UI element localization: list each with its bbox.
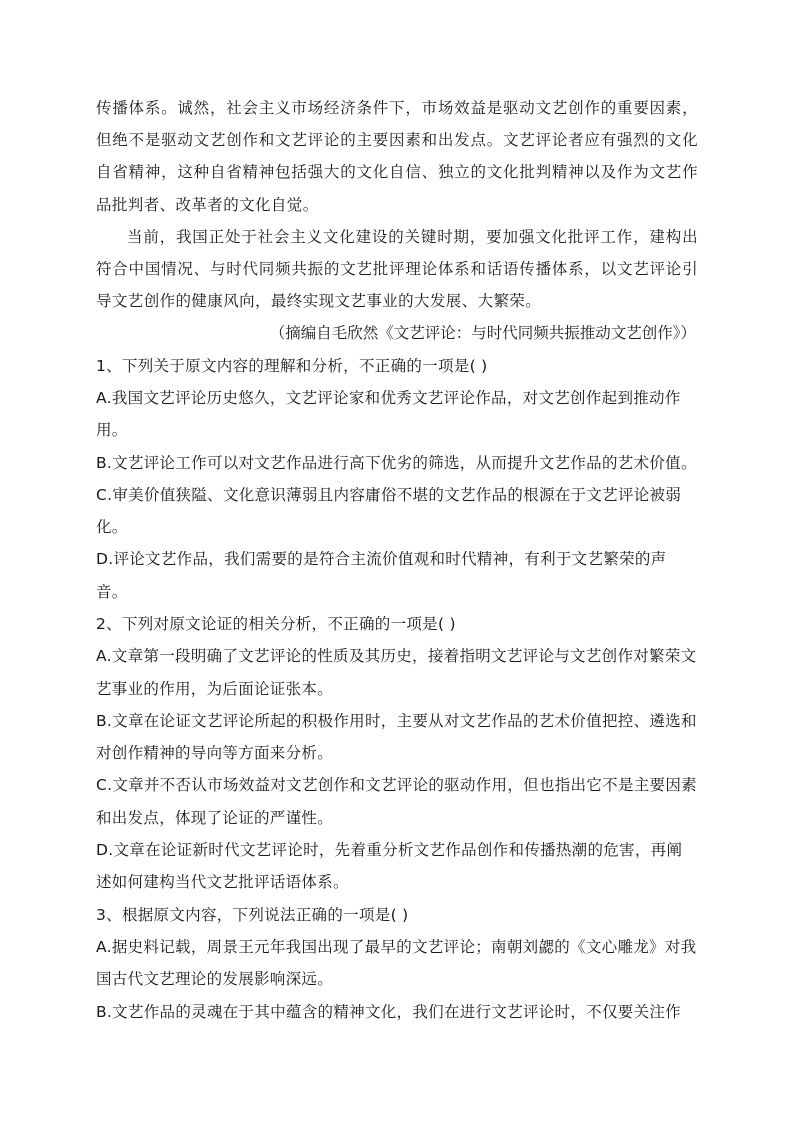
document-page xyxy=(96,92,698,1028)
question-3 xyxy=(96,899,698,1028)
option-d: D.评论文艺作品，我们需要的是符合主流价值观和时代精神，有利于文艺繁荣的声音。 xyxy=(96,550,667,601)
option-c: C.审美价值狭隘、文化意识薄弱且内容庸俗不堪的文艺作品的根源在于文艺评论被弱化。 xyxy=(96,485,682,537)
question-stem: 1、下列关于原文内容的理解和分析，不正确的一项是( ) xyxy=(96,356,488,375)
option-a: A.据史料记载，周景王元年我国出现了最早的文艺评论；南朝刘勰的《文心雕龙》对我国古代文艺理论的发展影响深远。 xyxy=(96,937,697,989)
option-a: A.文章第一段明确了文艺评论的性质及其历史，接着指明文艺评论与文艺创作对繁荣文艺事业的作用，为后面论证张本。 xyxy=(96,647,697,698)
option-d: D.文章在论证新时代文艺评论时，先着重分析文艺作品创作和传播热潮的危害，再阐述如何建构当代文艺批评话语体系。 xyxy=(96,841,683,892)
option-a: A.我国文艺评论历史悠久，文艺评论家和优秀文艺评论作品，对文艺创作起到推动作用。 xyxy=(96,388,681,440)
question-stem: 2、下列对原文论证的相关分析，不正确的一项是( ) xyxy=(96,615,456,633)
question-1 xyxy=(96,350,698,608)
option-b: B.文艺作品的灵魂在于其中蕴含的精神文化，我们在进行文艺评论时，不仅要关注作 xyxy=(96,1002,681,1021)
option-c: C.文章并不否认市场效益对文艺创作和文艺评论的驱动作用，但也指出它不是主要因素和出发点，体现了论证的严谨性。 xyxy=(96,776,697,827)
question-stem: 3、根据原文内容，下列说法正确的一项是( ) xyxy=(96,905,409,924)
question-2 xyxy=(96,608,698,899)
article-source: （摘编自毛欣然《文艺评论：与时代同频共振推动文艺创作》） xyxy=(269,324,696,343)
article-paragraph-1: 传播体系。诚然，社会主义市场经济条件下，市场效益是驱动文艺创作的重要因素，但绝不是驱动文艺创作和文艺评论的主要因素和出发点。文艺评论者应有强烈的文化自省精神，这种自省精神包括强大的文化自信、独立的文化批判精神以及作为文艺作品批判者、改革者的文化自觉。 xyxy=(96,99,698,214)
option-b: B.文章在论证文艺评论所起的积极作用时，主要从对文艺作品的艺术价值把控、遴选和对创作精神的导向等方面来分析。 xyxy=(96,711,697,763)
option-b: B.文艺评论工作可以对文艺作品进行高下优劣的筛选，从而提升文艺作品的艺术价值。 xyxy=(96,453,697,472)
article-paragraph-2: 当前，我国正处于社会主义文化建设的关键时期，要加强文化批评工作，建构出符合中国情况、与时代同频共振的文艺批评理论体系和话语传播体系，以文艺评论引导文艺创作的健康风向，最终实现文艺事业的大发展、大繁荣。 xyxy=(96,227,698,311)
